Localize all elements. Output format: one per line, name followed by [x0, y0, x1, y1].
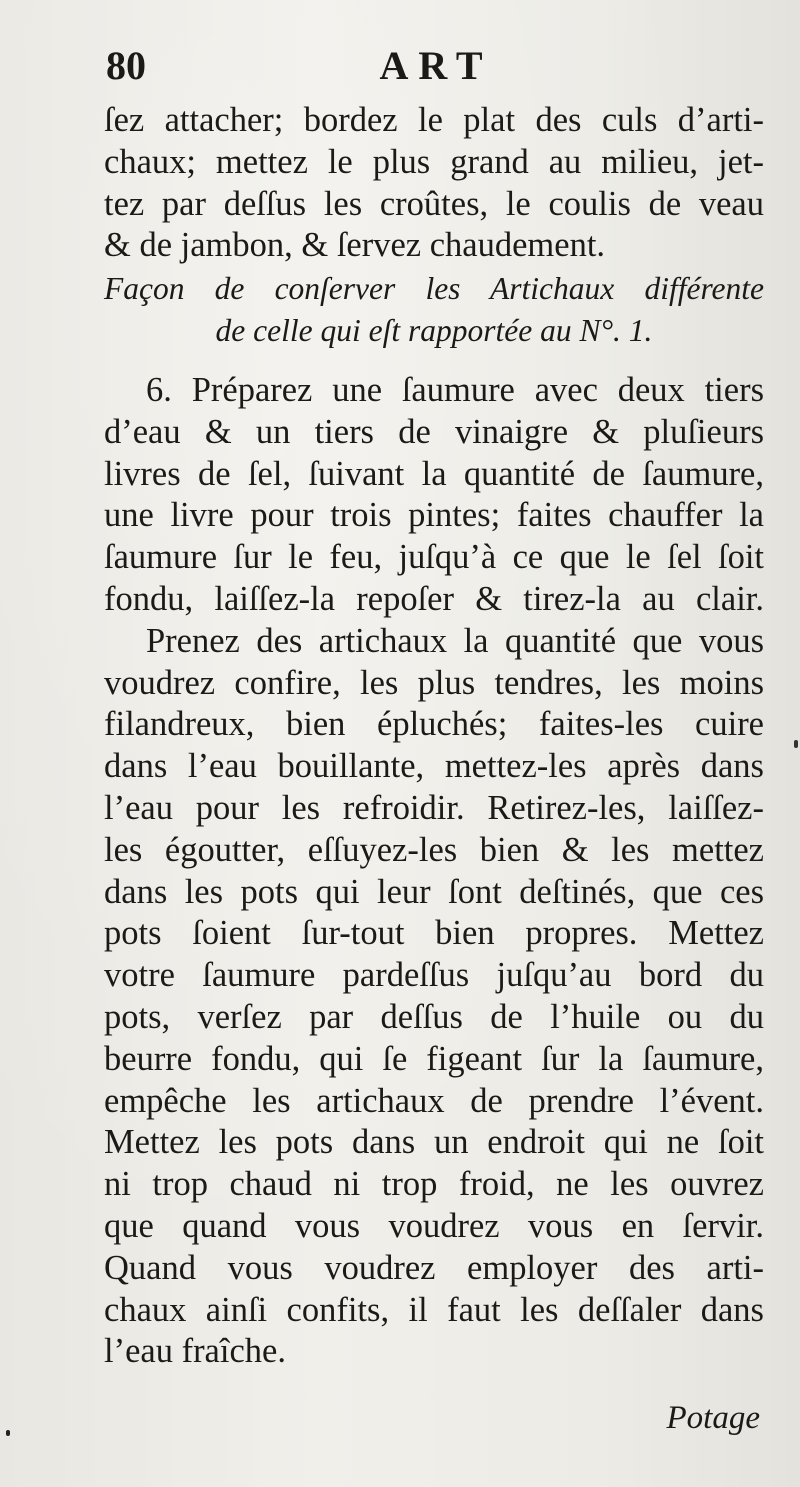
text-line: empêche les artichaux de prendre l’évent.: [104, 1081, 764, 1120]
text-line: fondu, laiſſez-la repoſer & tirez-la au clair.: [104, 579, 764, 618]
text-line: que quand vous voudrez vous en ſervir.: [104, 1206, 764, 1245]
text-line: dans les pots qui leur ſont deſtinés, que ces: [104, 872, 764, 911]
catchword: Potage: [666, 1400, 760, 1436]
text-line: l’eau pour les refroidir. Retirez-les, laiſſez-: [104, 788, 764, 827]
text-line: les égoutter, eſſuyez-les bien & les mettez: [104, 830, 764, 869]
text-line: ſaumure ſur le feu, juſqu’à ce que le ſel ſoit: [104, 538, 764, 577]
text-line: votre ſaumure pardeſſus juſqu’au bord du: [104, 956, 764, 995]
text-line: Mettez les pots dans un endroit qui ne ſoit: [104, 1123, 764, 1162]
text-line: pots ſoient ſur-tout bien propres. Mettez: [104, 914, 764, 953]
text-line: pots, verſez par deſſus de l’huile ou du: [104, 997, 764, 1036]
text-line: Quand vous voudrez employer des arti-: [104, 1248, 764, 1287]
text-line: ni trop chaud ni trop froid, ne les ouvrez: [104, 1165, 764, 1204]
margin-mark: [6, 1430, 10, 1436]
running-title: ART: [379, 43, 493, 88]
text-line: & de jambon, & ſervez chaudement.: [104, 226, 606, 265]
text-line: l’eau fraîche.: [104, 1332, 286, 1371]
text-line: chaux ainſi confits, il faut les deſſaler dans: [104, 1290, 764, 1329]
text-line: filandreux, bien épluchés; faites-les cuire: [104, 705, 764, 744]
text-line: d’eau & un tiers de vinaigre & pluſieurs: [104, 412, 764, 451]
text-line: chaux; mettez le plus grand au milieu, jet-: [104, 142, 764, 181]
text-line: tez par deſſus les croûtes, le coulis de veau: [104, 184, 764, 223]
heading-line: de celle qui eſt rapportée au N°. 1.: [215, 313, 653, 348]
margin-mark: [794, 740, 798, 748]
section-heading: [104, 268, 764, 352]
heading-line: Façon de conſerver les Artichaux différente: [104, 271, 764, 306]
page-number: 80: [106, 43, 146, 88]
text-line: voudrez confire, les plus tendres, les moins: [104, 663, 764, 702]
continuation-paragraph: [104, 100, 764, 267]
running-head: [106, 42, 766, 94]
text-line: ſez attacher; bordez le plat des culs d’arti-: [104, 101, 764, 139]
text-line: Prenez des artichaux la quantité que vous: [146, 621, 764, 660]
text-line: une livre pour trois pintes; faites chauffer la: [104, 496, 764, 535]
text-line: livres de ſel, ſuivant la quantité de ſaumure,: [104, 454, 764, 493]
text-line: dans l’eau bouillante, mettez-les après dans: [104, 747, 764, 786]
text-line: 6. Préparez une ſaumure avec deux tiers: [146, 371, 764, 409]
recipe-body: [104, 370, 764, 1373]
text-line: beurre fondu, qui ſe figeant ſur la ſaumure,: [104, 1039, 764, 1078]
